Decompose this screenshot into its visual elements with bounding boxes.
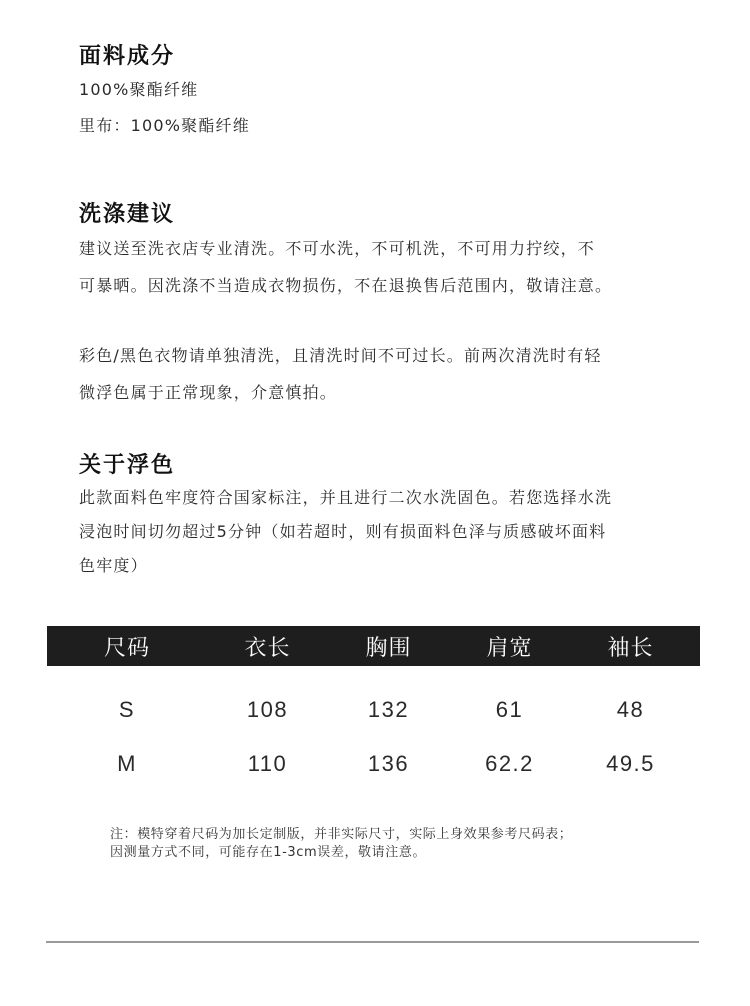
note-line: 因测量方式不同，可能存在1-3cm误差，敬请注意。 xyxy=(110,845,427,860)
washing-section xyxy=(79,200,709,411)
washing-text-line: 建议送至洗衣店专业清洗。不可水洗，不可机洗，不可用力拧绞，不 xyxy=(79,239,596,258)
fading-section xyxy=(79,451,709,583)
header-size: 尺码 xyxy=(103,635,150,661)
sleeve-cell: 48 xyxy=(616,697,645,722)
bottom-divider xyxy=(46,941,699,943)
table-row xyxy=(47,737,700,791)
header-sleeve: 袖长 xyxy=(607,635,654,661)
shoulder-cell: 61 xyxy=(495,697,524,722)
size-table xyxy=(47,626,700,791)
header-length: 衣长 xyxy=(244,635,291,661)
size-note xyxy=(110,826,670,862)
header-shoulder: 肩宽 xyxy=(486,635,533,661)
fabric-line: 100%聚酯纤维 xyxy=(79,80,199,99)
chest-cell: 136 xyxy=(367,751,410,776)
chest-cell: 132 xyxy=(367,697,410,722)
length-cell: 108 xyxy=(246,697,289,722)
size-table-header xyxy=(47,626,700,666)
paragraph-gap xyxy=(79,304,709,337)
fading-title: 关于浮色 xyxy=(79,453,176,478)
size-cell: M xyxy=(117,751,137,776)
fabric-section xyxy=(79,42,709,144)
fading-text-line: 此款面料色牢度符合国家标注，并且进行二次水洗固色。若您选择水洗 xyxy=(79,488,613,507)
sleeve-cell: 49.5 xyxy=(606,751,655,776)
washing-text-line: 可暴晒。因洗涤不当造成衣物损伤，不在退换售后范围内，敬请注意。 xyxy=(79,276,613,295)
shoulder-cell: 62.2 xyxy=(485,751,534,776)
size-cell: S xyxy=(118,697,136,722)
fabric-title: 面料成分 xyxy=(79,44,176,69)
washing-text-line: 微浮色属于正常现象，介意慎拍。 xyxy=(79,383,338,402)
header-chest: 胸围 xyxy=(365,635,412,661)
note-line: 注：模特穿着尺码为加长定制版，并非实际尺寸，实际上身效果参考尺码表； xyxy=(110,827,573,842)
washing-text-line: 彩色/黑色衣物请单独清洗，且清洗时间不可过长。前两次清洗时有轻 xyxy=(79,346,602,365)
table-row xyxy=(47,683,700,737)
fading-text-line: 浸泡时间切勿超过5分钟（如若超时，则有损面料色泽与质感破坏面料 xyxy=(79,522,607,541)
length-cell: 110 xyxy=(247,751,288,776)
washing-title: 洗涤建议 xyxy=(79,202,176,227)
lining-line: 里布：100%聚酯纤维 xyxy=(79,116,250,135)
fading-text-line: 色牢度） xyxy=(79,556,148,575)
